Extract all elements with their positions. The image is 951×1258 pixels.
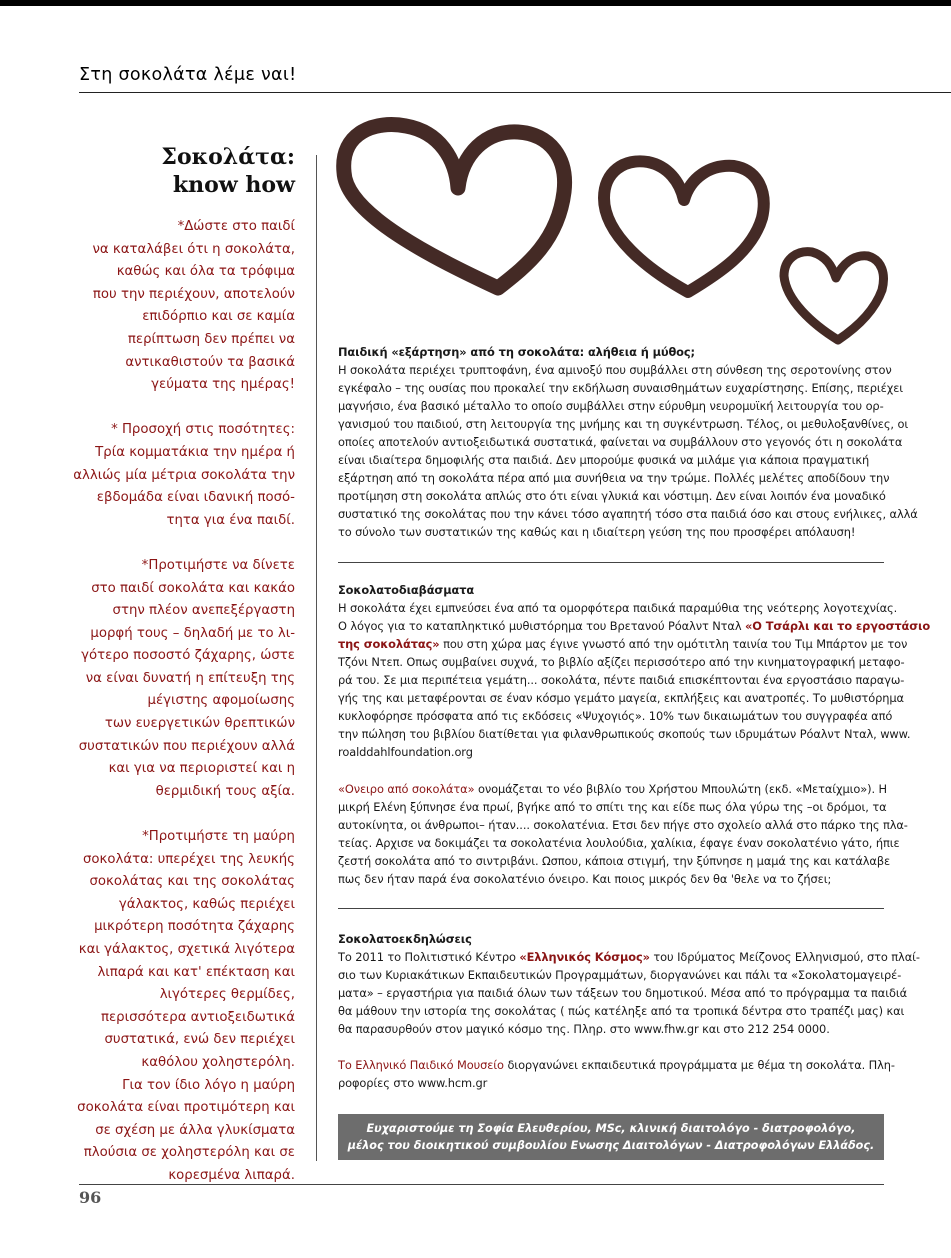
sidebar-tip-line: *Δώστε στο παιδί bbox=[177, 219, 295, 234]
sidebar-tip-line: σε σχέση με άλλα γλυκίσματα bbox=[95, 1122, 295, 1138]
sidebar-tip-line: γότερο ποσοστό ζάχαρης, ώστε bbox=[81, 648, 295, 664]
sidebar-tip-line: περισσότερα αντιοξειδωτικά bbox=[100, 1009, 295, 1025]
sidebar-tip-line: σοκολάτα είναι προτιμότερη και bbox=[77, 1100, 295, 1116]
paragraph-line bbox=[338, 635, 908, 653]
sidebar-tip-line: τητα για ένα παιδί. bbox=[166, 512, 295, 528]
chocolate-hearts-image bbox=[318, 100, 951, 350]
paragraph-line: συστατικό της σοκολάτας που την κάνει τόσο αγαπητή τόσο στα παιδιά όσο και στους ενήλικες, αλλά bbox=[338, 507, 918, 521]
paragraph-line bbox=[338, 617, 931, 635]
paragraph-line: οποίες αποτελούν αντιοξειδωτικά συστατικά, φαίνεται να συμβάλλουν στο γεγονός ότι η σοκολάτα bbox=[338, 435, 903, 449]
paragraph-line bbox=[338, 948, 920, 966]
sidebar-heading bbox=[80, 143, 295, 199]
section-rule bbox=[338, 562, 884, 563]
sidebar-tip-line: κορεσμένα λιπαρά. bbox=[168, 1167, 295, 1183]
text-run: Ο λόγος για το καταπληκτικό μυθιστόρημα του Βρετανού Ρόαλντ Νταλ bbox=[338, 619, 745, 633]
sidebar-tip-line: λιπαρά και κατ' επέκταση και bbox=[97, 964, 295, 980]
paragraph-line: μικρή Ελένη ξύπνησε ένα πρωί, βγήκε από το σπίτι της και είδε πως όλα γύρω της –οι δρόμοι, τα bbox=[338, 800, 887, 814]
sidebar-tip-line: Τρία κομματάκια την ημέρα ή bbox=[95, 444, 295, 460]
bottom-rule bbox=[79, 1184, 884, 1185]
paragraph-line: εγκέφαλο – της ουσίας που προκαλεί την εκδήλωση συναισθημάτων ευχαρίστησης. Επίσης, περιέχει bbox=[338, 381, 903, 395]
paragraph-line: την πώληση του βιβλίου διατίθεται για φιλανθρωπικούς σκοπούς των ιδρυμάτων Ρόαλντ Νταλ, www. bbox=[338, 727, 911, 741]
paragraph-line: πως δεν ήταν παρά ένα σοκολατένιο όνειρο. Και ποιος μικρός δεν θα 'θελε να το ζήσει; bbox=[338, 872, 832, 886]
sidebar-tip-line: σοκολάτα: υπερέχει της λευκής bbox=[82, 851, 295, 867]
paragraph-line: Η σοκολάτα έχει εμπνεύσει ένα από τα ομορφότερα παιδικά παραμύθια της νεότερης λογοτεχνίας. bbox=[338, 601, 898, 615]
sidebar-tip-line: και γάλακτος, σχετικά λιγότερα bbox=[78, 942, 295, 957]
sidebar-tip-line: συστατικά, ενώ δεν περιέχει bbox=[104, 1032, 295, 1048]
sidebar-tip-line: μικρότερη ποσότητα ζάχαρης bbox=[94, 919, 295, 935]
paragraph-line: γανισμού του παιδιού, στη λειτουργία της μνήμης και τη συγκέντρωση. Τέλος, οι μεθυλοξανθίνες, οι bbox=[338, 417, 909, 431]
small-heart bbox=[784, 252, 883, 340]
sidebar-tip-line: πλούσια σε χοληστερόλη και σε bbox=[83, 1145, 295, 1161]
sidebar-tips bbox=[60, 216, 295, 1210]
paragraph-line: ρά του. Σε μια περιπέτεια γεμάτη... σοκολάτα, πέντε παιδιά επισκέπτονται ένα εργοστάσιο παραγω- bbox=[338, 673, 905, 687]
paragraph-line: σιο των Κυριακάτικων Εκπαιδευτικών Προγραμμάτων, διοργανώνει και πάλι τα «Σοκολατομαγειρέ- bbox=[338, 968, 902, 982]
top-black-bar bbox=[0, 0, 951, 6]
sidebar-tip bbox=[60, 555, 295, 804]
paragraph-line: ζεστή σοκολάτα από το σιντριβάνι. Ωσπου, κάποια στιγμή, την ξύπνησε η μαμά της και κατάλαβε bbox=[338, 854, 891, 868]
article-section-reading bbox=[338, 581, 931, 761]
sidebar-tip-line: * Προσοχή στις ποσότητες: bbox=[111, 422, 295, 438]
text-run: ονομάζεται το νέο βιβλίο του Χρήστου Μπουλώτη (εκδ. «Μεταίχμιο»). Η bbox=[474, 782, 887, 796]
sidebar-tip-line: μορφή τους – δηλαδή με το λι- bbox=[90, 625, 295, 641]
org-highlight: «Ελληνικός Κόσμος» bbox=[519, 950, 650, 964]
org-highlight: Το Ελληνικό Παιδικό Μουσείο bbox=[338, 1058, 504, 1072]
sidebar-tip-line: περίπτωση δεν πρέπει να bbox=[127, 331, 295, 347]
sidebar-tip-line: επιδόρπιο και σε καμία bbox=[142, 309, 295, 325]
sidebar-tip-line: καθώς και όλα τα τρόφιμα bbox=[116, 264, 295, 280]
text-run: διοργανώνει εκπαιδευτικά προγράμματα με θέμα τη σοκολάτα. Πλη- bbox=[503, 1058, 895, 1072]
paragraph-line bbox=[338, 1056, 895, 1074]
sidebar-tip-line: στο παιδί σοκολάτα και κακάο bbox=[91, 580, 295, 596]
paragraph-line: ματα» – εργαστήρια για παιδιά όλων των τάξεων του δημοτικού. Μέσα από το πρόγραμμα τα παιδιά bbox=[338, 986, 907, 1000]
paragraph-line: κυκλοφόρησε πρόσφατα από τις εκδόσεις «Ψυχογιός». 10% των δικαιωμάτων του συγγραφέα από bbox=[338, 709, 893, 723]
sidebar-tip-line: να καταλάβει ότι η σοκολάτα, bbox=[92, 241, 295, 257]
paragraph-line bbox=[338, 780, 886, 798]
paragraph-line: γής της και μεταφέρονται σε έναν κόσμο γεμάτο μαγεία, εκπλήξεις και ανατροπές. Το μυθιστόρημα bbox=[338, 691, 904, 705]
book-title-highlight: της σοκολάτας» bbox=[338, 637, 440, 651]
paragraph-line: το σύνολο των συστατικών της καθώς και η ιδιαίτερη γεύση της που προσφέρει απόλαυση! bbox=[338, 525, 856, 539]
paragraph-line: Τζόνι Ντεπ. Οπως συμβαίνει συχνά, το βιβλίο αξίζει περισσότερο από την κινηματογραφική μεταφο- bbox=[338, 655, 905, 669]
sidebar-tip bbox=[60, 419, 295, 532]
sidebar-tip-line: γεύματα της ημέρας! bbox=[151, 377, 295, 393]
sidebar-tip-line: των ευεργετικών θρεπτικών bbox=[104, 716, 295, 732]
sidebar-tip-line: συστατικών που περιέχουν αλλά bbox=[78, 738, 295, 754]
paragraph-line: roalddahlfoundation.org bbox=[338, 745, 473, 759]
sidebar-tip-line: και για να περιοριστεί και η bbox=[108, 761, 295, 777]
top-rule bbox=[79, 92, 951, 93]
paragraph-line: τείας. Αρχισε να δοκιμάζει τα σοκολατένια λουλούδια, χαλίκια, έφαγε έναν σοκολατένιο γάτο, ήπιε bbox=[338, 836, 900, 850]
paragraph-line: προτίμηση στη σοκολάτα απλώς στο ότι είναι γλυκιά και νόστιμη. Δεν είναι λοιπόν ένα μοναδικό bbox=[338, 489, 886, 503]
acknowledgement-line-2: μέλος του διοικητικού συμβουλίου Ενωσης Διαιτολόγων - Διατροφολόγων Ελλάδος. bbox=[347, 1139, 875, 1152]
book-title-highlight: «Ο Τσάρλι και το εργοστάσιο bbox=[744, 619, 931, 633]
section-title: Στη σοκολάτα λέμε ναι! bbox=[79, 65, 297, 85]
page-number: 96 bbox=[79, 1188, 102, 1207]
section-rule bbox=[338, 908, 884, 909]
section-heading: Σοκολατοδιαβάσματα bbox=[338, 583, 475, 597]
large-heart bbox=[344, 125, 565, 288]
paragraph-line: είναι ιδιαίτερα δημοφιλής στα παιδιά. Δεν μπορούμε φυσικά να μιλάμε για κάποια πραγματική bbox=[338, 453, 870, 467]
sidebar-tip-line: λιγότερες θερμίδες, bbox=[159, 987, 295, 1003]
sidebar-tip-line: *Προτιμήστε να δίνετε bbox=[141, 557, 295, 573]
sidebar-tip-line: καθόλου χοληστερόλη. bbox=[141, 1054, 295, 1070]
article-section-events bbox=[338, 930, 920, 1092]
sidebar-tip-line: αλλιώς μία μέτρια σοκολάτα την bbox=[73, 467, 295, 483]
paragraph-line: μαγνήσιο, ένα βασικό μέταλλο το οποίο συμβάλλει στην εύρυθμη νευρομυϊκή λειτουργία του ορ- bbox=[338, 399, 884, 413]
section-heading: Σοκολατοεκδηλώσεις bbox=[338, 932, 472, 946]
sidebar-heading-line-2: know how bbox=[172, 172, 295, 198]
text-run: που στη χώρα μας έγινε γνωστό από την ομότιτλη ταινία του Τιμ Μπάρτον με τον bbox=[439, 637, 908, 651]
paragraph-line: ροφορίες στο www.hcm.gr bbox=[338, 1076, 488, 1090]
sidebar-tip-line: σοκολάτας και της σοκολάτας bbox=[89, 874, 295, 890]
paragraph-line: θα παρασυρθούν στον μαγικό κόσμο της. Πληρ. στο www.fhw.gr και στο 212 254 0000. bbox=[338, 1022, 830, 1036]
text-run: Το 2011 το Πολιτιστικό Κέντρο bbox=[338, 950, 520, 964]
sidebar-tip-line: Για τον ίδιο λόγο η μαύρη bbox=[122, 1077, 295, 1093]
sidebar-tip-line: εβδομάδα είναι ιδανική ποσό- bbox=[96, 490, 295, 506]
acknowledgement-line-1: Ευχαριστούμε τη Σοφία Ελευθερίου, MSc, κλινική διαιτολόγο - διατροφολόγο, bbox=[366, 1122, 856, 1135]
paragraph-line: θα μάθουν την ιστορία της σοκολάτας ( πώς κατέληξε από τα τροπικά δέντρα στο τραπέζι μας) και bbox=[338, 1004, 905, 1018]
sidebar-tip-line: να είναι δυνατή η επίτευξη της bbox=[85, 670, 295, 686]
paragraph-line: εξάρτηση από τη σοκολάτα πέρα από μια συνήθεια να την τρώμε. Πολλές μελέτες αποδίδουν την bbox=[338, 471, 890, 485]
sidebar-tip-line: αντικαθιστούν τα βασικά bbox=[125, 354, 295, 370]
sidebar-tip bbox=[60, 216, 295, 397]
medium-heart bbox=[604, 161, 764, 292]
text-run: του Ιδρύματος Μείζονος Ελληνισμού, στο πλαί- bbox=[649, 950, 920, 964]
sidebar-tip-line: θερμιδική τους αξία. bbox=[155, 783, 295, 799]
article-section-dream bbox=[338, 780, 908, 888]
column-divider bbox=[316, 155, 317, 1161]
section-heading: Παιδική «εξάρτηση» από τη σοκολάτα: αλήθεια ή μύθος; bbox=[338, 345, 695, 359]
sidebar-tip-line: στην πλέον ανεπεξέργαστη bbox=[112, 603, 295, 619]
paragraph-line: αυτοκίνητα, οι άνθρωποι– ήταν.... σοκολατένια. Ετσι δεν πήγε στο σχολείο αλλά στο πάρκο της πλα- bbox=[338, 818, 908, 832]
sidebar-tip bbox=[60, 826, 295, 1188]
sidebar-tip-line: γάλακτος, καθώς περιέχει bbox=[118, 896, 295, 912]
acknowledgement-box bbox=[338, 1114, 884, 1160]
sidebar-tip-line: μέγιστης αφομοίωσης bbox=[147, 693, 295, 709]
book-title-highlight: «Ονειρο από σοκολάτα» bbox=[338, 782, 475, 796]
article-section-dependence bbox=[338, 343, 918, 541]
sidebar-tip-line: που την περιέχουν, αποτελούν bbox=[92, 286, 295, 302]
paragraph-line: Η σοκολάτα περιέχει τρυπτοφάνη, ένα αμινοξύ που συμβάλλει στη σύνθεση της σεροτονίνης στον bbox=[338, 363, 892, 377]
sidebar-heading-line-1: Σοκολάτα: bbox=[161, 144, 295, 170]
sidebar-tip-line: *Προτιμήστε τη μαύρη bbox=[142, 829, 295, 845]
